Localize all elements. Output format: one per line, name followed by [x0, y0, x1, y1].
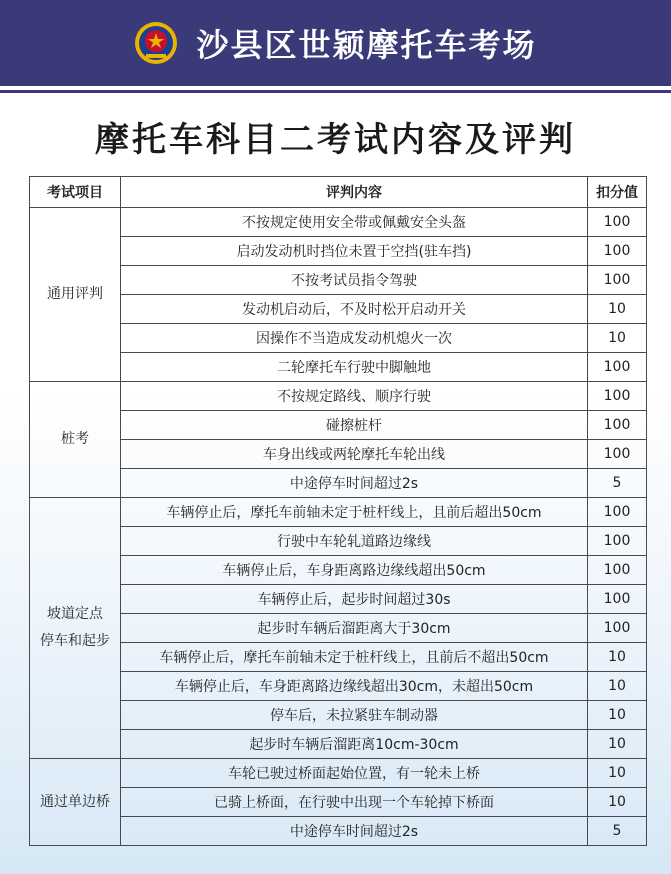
scoring-table	[29, 176, 647, 846]
table-row	[30, 382, 647, 411]
points-cell: 100	[588, 208, 647, 237]
content-cell: 启动发动机时挡位未置于空挡(驻车挡)	[121, 237, 588, 266]
table-header-row	[30, 177, 647, 208]
points-cell: 100	[588, 440, 647, 469]
table-row	[30, 701, 647, 730]
table-row	[30, 730, 647, 759]
content-cell: 已骑上桥面，在行驶中出现一个车轮掉下桥面	[121, 788, 588, 817]
points-cell: 10	[588, 643, 647, 672]
table-row	[30, 237, 647, 266]
points-cell: 100	[588, 353, 647, 382]
points-cell: 100	[588, 498, 647, 527]
category-cell: 通过单边桥	[30, 759, 121, 846]
content-cell: 车轮已驶过桥面起始位置，有一轮未上桥	[121, 759, 588, 788]
category-cell	[30, 498, 121, 759]
category-line: 停车和起步	[40, 633, 110, 649]
points-cell: 10	[588, 324, 647, 353]
table-row	[30, 353, 647, 382]
points-cell: 100	[588, 585, 647, 614]
points-cell: 100	[588, 411, 647, 440]
header-content: 评判内容	[121, 177, 588, 208]
content-cell: 中途停车时间超过2s	[121, 469, 588, 498]
table-row	[30, 788, 647, 817]
content-cell: 车辆停止后，车身距离路边缘线超出50cm	[121, 556, 588, 585]
points-cell: 5	[588, 469, 647, 498]
category-line: 坡道定点	[47, 606, 103, 623]
header-category: 考试项目	[30, 177, 121, 208]
points-cell: 10	[588, 759, 647, 788]
points-cell: 10	[588, 730, 647, 759]
table-row	[30, 759, 647, 788]
points-cell: 10	[588, 701, 647, 730]
points-cell: 5	[588, 817, 647, 846]
page-title: 摩托车科目二考试内容及评判	[95, 120, 576, 160]
content-cell: 因操作不当造成发动机熄火一次	[121, 324, 588, 353]
police-emblem-icon	[134, 21, 178, 65]
content-cell: 不按规定路线、顺序行驶	[121, 382, 588, 411]
content-cell: 起步时车辆后溜距离10cm-30cm	[121, 730, 588, 759]
category-cell: 通用评判	[30, 208, 121, 382]
table-row	[30, 440, 647, 469]
brand-title: 沙县区世颖摩托车考场	[196, 26, 537, 64]
table-row	[30, 527, 647, 556]
table-row	[30, 266, 647, 295]
points-cell: 100	[588, 527, 647, 556]
table-row	[30, 556, 647, 585]
content-cell: 中途停车时间超过2s	[121, 817, 588, 846]
table-row	[30, 817, 647, 846]
points-cell: 100	[588, 556, 647, 585]
header-points: 扣分值	[588, 177, 647, 208]
content-cell: 停车后，未拉紧驻车制动器	[121, 701, 588, 730]
table-row	[30, 324, 647, 353]
points-cell: 100	[588, 266, 647, 295]
header-banner	[0, 0, 671, 86]
content-cell: 车辆停止后，摩托车前轴未定于桩杆线上，且前后不超出50cm	[121, 643, 588, 672]
category-cell: 桩考	[30, 382, 121, 498]
content-cell: 起步时车辆后溜距离大于30cm	[121, 614, 588, 643]
content-cell: 车辆停止后，车身距离路边缘线超出30cm，未超出50cm	[121, 672, 588, 701]
content-cell: 二轮摩托车行驶中脚触地	[121, 353, 588, 382]
points-cell: 10	[588, 295, 647, 324]
table-row	[30, 295, 647, 324]
points-cell: 100	[588, 382, 647, 411]
header-divider-navy	[0, 90, 671, 93]
content-cell: 不按规定使用安全带或佩戴安全头盔	[121, 208, 588, 237]
content-cell: 车身出线或两轮摩托车轮出线	[121, 440, 588, 469]
content-cell: 碰擦桩杆	[121, 411, 588, 440]
points-cell: 10	[588, 672, 647, 701]
points-cell: 10	[588, 788, 647, 817]
content-cell: 车辆停止后，摩托车前轴未定于桩杆线上，且前后超出50cm	[121, 498, 588, 527]
table-row	[30, 498, 647, 527]
table-row	[30, 469, 647, 498]
table-row	[30, 585, 647, 614]
table-row	[30, 411, 647, 440]
content-cell: 车辆停止后，起步时间超过30s	[121, 585, 588, 614]
content-cell: 行驶中车轮轧道路边缘线	[121, 527, 588, 556]
points-cell: 100	[588, 237, 647, 266]
content-cell: 发动机启动后，不及时松开启动开关	[121, 295, 588, 324]
points-cell: 100	[588, 614, 647, 643]
table-row	[30, 614, 647, 643]
table-row	[30, 208, 647, 237]
table-row	[30, 672, 647, 701]
content-cell: 不按考试员指令驾驶	[121, 266, 588, 295]
table-row	[30, 643, 647, 672]
